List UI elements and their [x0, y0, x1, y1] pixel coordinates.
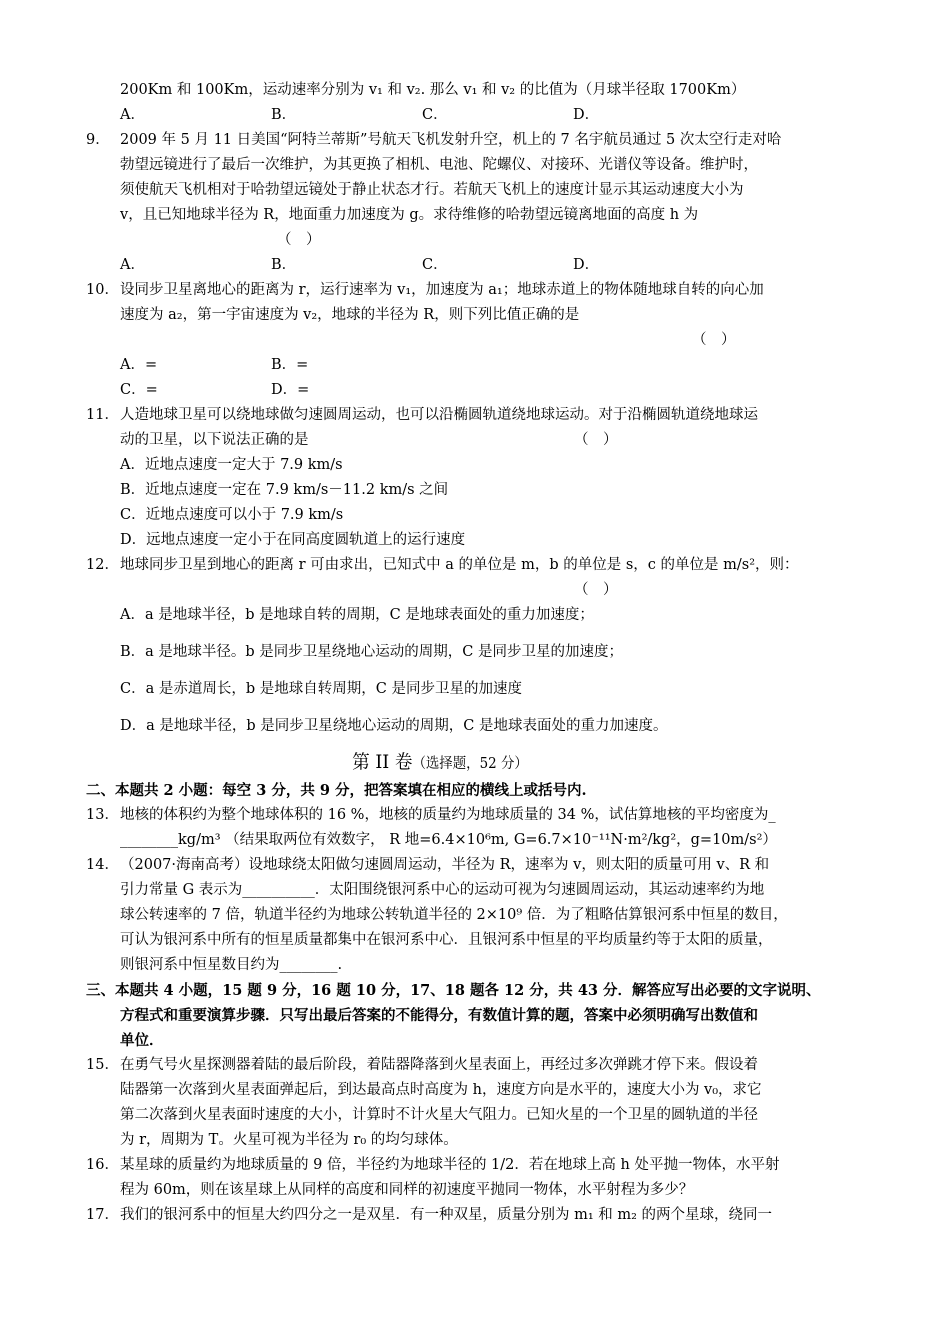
- q9-line-3: 须使航天飞机相对于哈勃望远镜处于静止状态才行。若航天飞机上的速度计显示其运动速度大小为: [120, 182, 744, 198]
- part-3-heading-line-3: 单位．: [120, 1032, 164, 1049]
- q10-answer-paren: （ ）: [692, 332, 736, 348]
- part-2-heading: 二、本题共 2 小题：每空 3 分，共 9 分，把答案填在相应的横线上或括号内.: [86, 782, 587, 799]
- q9-number: 9．: [86, 132, 110, 148]
- q11-option-a: A．近地点速度一定大于 7.9 km/s: [120, 457, 343, 473]
- q16-line-1: 某星球的质量约为地球质量的 9 倍，半径约为地球半径的 1/2．若在地球上高 h 处平抛一物体，水平射: [120, 1157, 780, 1173]
- q14-line-2: 引力常量 G 表示为__________．太阳围绕银河系中心的运动可视为匀速圆周运动，其运动速率约为地: [120, 882, 765, 898]
- q10-line-2: 速度为 a₂，第一宇宙速度为 v₂，地球的半径为 R，则下列比值正确的是: [120, 307, 580, 323]
- q15-number: 15．: [86, 1057, 119, 1073]
- q11-number: 11．: [86, 407, 119, 423]
- q10-line-1: 设同步卫星离地心的距离为 r，运行速率为 v₁，加速度为 a₁；地球赤道上的物体随地球自转的向心加: [120, 282, 764, 298]
- q9-line-1: 2009 年 5 月 11 日美国“阿特兰蒂斯”号航天飞机发射升空，机上的 7 名宇航员通过 5 次太空行走对哈: [120, 132, 782, 148]
- q14-line-3: 球公转速率的 7 倍，轨道半径约为地球公转轨道半径的 2×10⁹ 倍．为了粗略估算银河系中恒星的数目，: [120, 907, 788, 923]
- q8-option-a: A．: [120, 107, 145, 123]
- section-2-title: 第 II 卷: [352, 751, 413, 773]
- q12-option-d: D．a 是地球半径，b 是同步卫星绕地心运动的周期，C 是地球表面处的重力加速度。: [120, 718, 668, 734]
- q14-line-1: （2007·海南高考）设地球绕太阳做匀速圆周运动，半径为 R，速率为 v，则太阳的质量可用 v、R 和: [120, 857, 770, 873]
- q9-option-c: C．: [422, 257, 448, 273]
- q13-line-1: 地核的体积约为整个地球体积的 16 %，地核的质量约为地球质量的 34 %，试估算地核的平均密度为_: [120, 807, 776, 823]
- q16-line-2: 程为 60m，则在该星球上从同样的高度和同样的初速度平抛同一物体，水平射程为多少？: [120, 1182, 694, 1198]
- q13-line-2: ________kg/m³ （结果取两位有效数字， R 地=6.4×10⁶m, G=6.7×10⁻¹¹N·m²/kg²，g=10m/s²）: [120, 832, 777, 848]
- q8-line-1: 200Km 和 100Km，运动速率分别为 v₁ 和 v₂. 那么 v₁ 和 v₂ 的比值为（月球半径取 1700Km）: [120, 82, 746, 98]
- q17-number: 17．: [86, 1207, 119, 1223]
- q11-line-2: 动的卫星，以下说法正确的是: [120, 432, 309, 448]
- q8-option-c: C．: [422, 107, 448, 123]
- q14-number: 14．: [86, 857, 119, 873]
- q10-option-d: D．=: [271, 382, 310, 398]
- q15-line-2: 陆器第一次落到火星表面弹起后，到达最高点时高度为 h，速度方向是水平的，速度大小为 v₀，求它: [120, 1082, 762, 1098]
- part-3-heading-line-1: 三、本题共 4 小题，15 题 9 分，16 题 10 分，17、18 题各 12 分，共 43 分．解答应写出必要的文字说明、: [86, 982, 821, 999]
- q17-line-1: 我们的银河系中的恒星大约四分之一是双星．有一种双星，质量分别为 m₁ 和 m₂ 的两个星球，绕同一: [120, 1207, 773, 1223]
- q15-line-4: 为 r，周期为 T。火星可视为半径为 r₀ 的均匀球体。: [120, 1132, 458, 1148]
- q10-option-b: B．=: [271, 357, 309, 373]
- q9-line-2: 勃望远镜进行了最后一次维护，为其更换了相机、电池、陀螺仪、对接环、光谱仪等设备。维护时，: [120, 157, 758, 173]
- q10-option-c: C．=: [120, 382, 158, 398]
- q8-option-b: B．: [271, 107, 297, 123]
- q12-line-1: 地球同步卫星到地心的距离 r 可由求出，已知式中 a 的单位是 m，b 的单位是 s，c 的单位是 m/s²，则：: [120, 557, 799, 573]
- q14-line-5: 则银河系中恒星数目约为________.: [120, 957, 343, 973]
- q11-line-1: 人造地球卫星可以绕地球做匀速圆周运动，也可以沿椭圆轨道绕地球运动。对于沿椭圆轨道绕地球运: [120, 407, 758, 423]
- q9-option-a: A．: [120, 257, 145, 273]
- q12-option-a: A．a 是地球半径，b 是地球自转的周期，C 是地球表面处的重力加速度；: [120, 607, 594, 623]
- section-2-subtitle: （选择题，52 分）: [412, 756, 528, 772]
- q11-answer-paren: （ ）: [574, 432, 618, 448]
- q8-option-d: D．: [573, 107, 600, 123]
- q9-answer-paren: （ ）: [277, 232, 321, 248]
- q11-option-d: D．远地点速度一定小于在同高度圆轨道上的运行速度: [120, 532, 466, 548]
- part-3-heading-line-2: 方程式和重要演算步骤．只写出最后答案的不能得分，有数值计算的题，答案中必须明确写出数值和: [120, 1007, 758, 1024]
- q12-answer-paren: （ ）: [574, 582, 618, 598]
- q15-line-1: 在勇气号火星探测器着陆的最后阶段，着陆器降落到火星表面上，再经过多次弹跳才停下来。假设着: [120, 1057, 758, 1073]
- q9-option-d: D．: [573, 257, 600, 273]
- q14-line-4: 可认为银河系中所有的恒星质量都集中在银河系中心．且银河系中恒星的平均质量约等于太阳的质量，: [120, 932, 773, 948]
- q10-option-a: A．=: [120, 357, 158, 373]
- q13-number: 13．: [86, 807, 119, 823]
- q12-option-b: B．a 是地球半径。b 是同步卫星绕地心运动的周期，C 是同步卫星的加速度；: [120, 644, 624, 660]
- q10-number: 10．: [86, 282, 119, 298]
- q12-number: 12．: [86, 557, 119, 573]
- q16-number: 16．: [86, 1157, 119, 1173]
- q11-option-c: C．近地点速度可以小于 7.9 km/s: [120, 507, 344, 523]
- q11-option-b: B．近地点速度一定在 7.9 km/s－11.2 km/s 之间: [120, 482, 449, 498]
- section-2-heading: [0, 750, 880, 777]
- q12-option-c: C．a 是赤道周长，b 是地球自转周期，C 是同步卫星的加速度: [120, 681, 522, 697]
- q9-line-4: v，且已知地球半径为 R，地面重力加速度为 g。求待维修的哈勃望远镜离地面的高度 h 为: [120, 207, 699, 223]
- q15-line-3: 第二次落到火星表面时速度的大小，计算时不计火星大气阻力。已知火星的一个卫星的圆轨道的半径: [120, 1107, 758, 1123]
- q9-option-b: B．: [271, 257, 297, 273]
